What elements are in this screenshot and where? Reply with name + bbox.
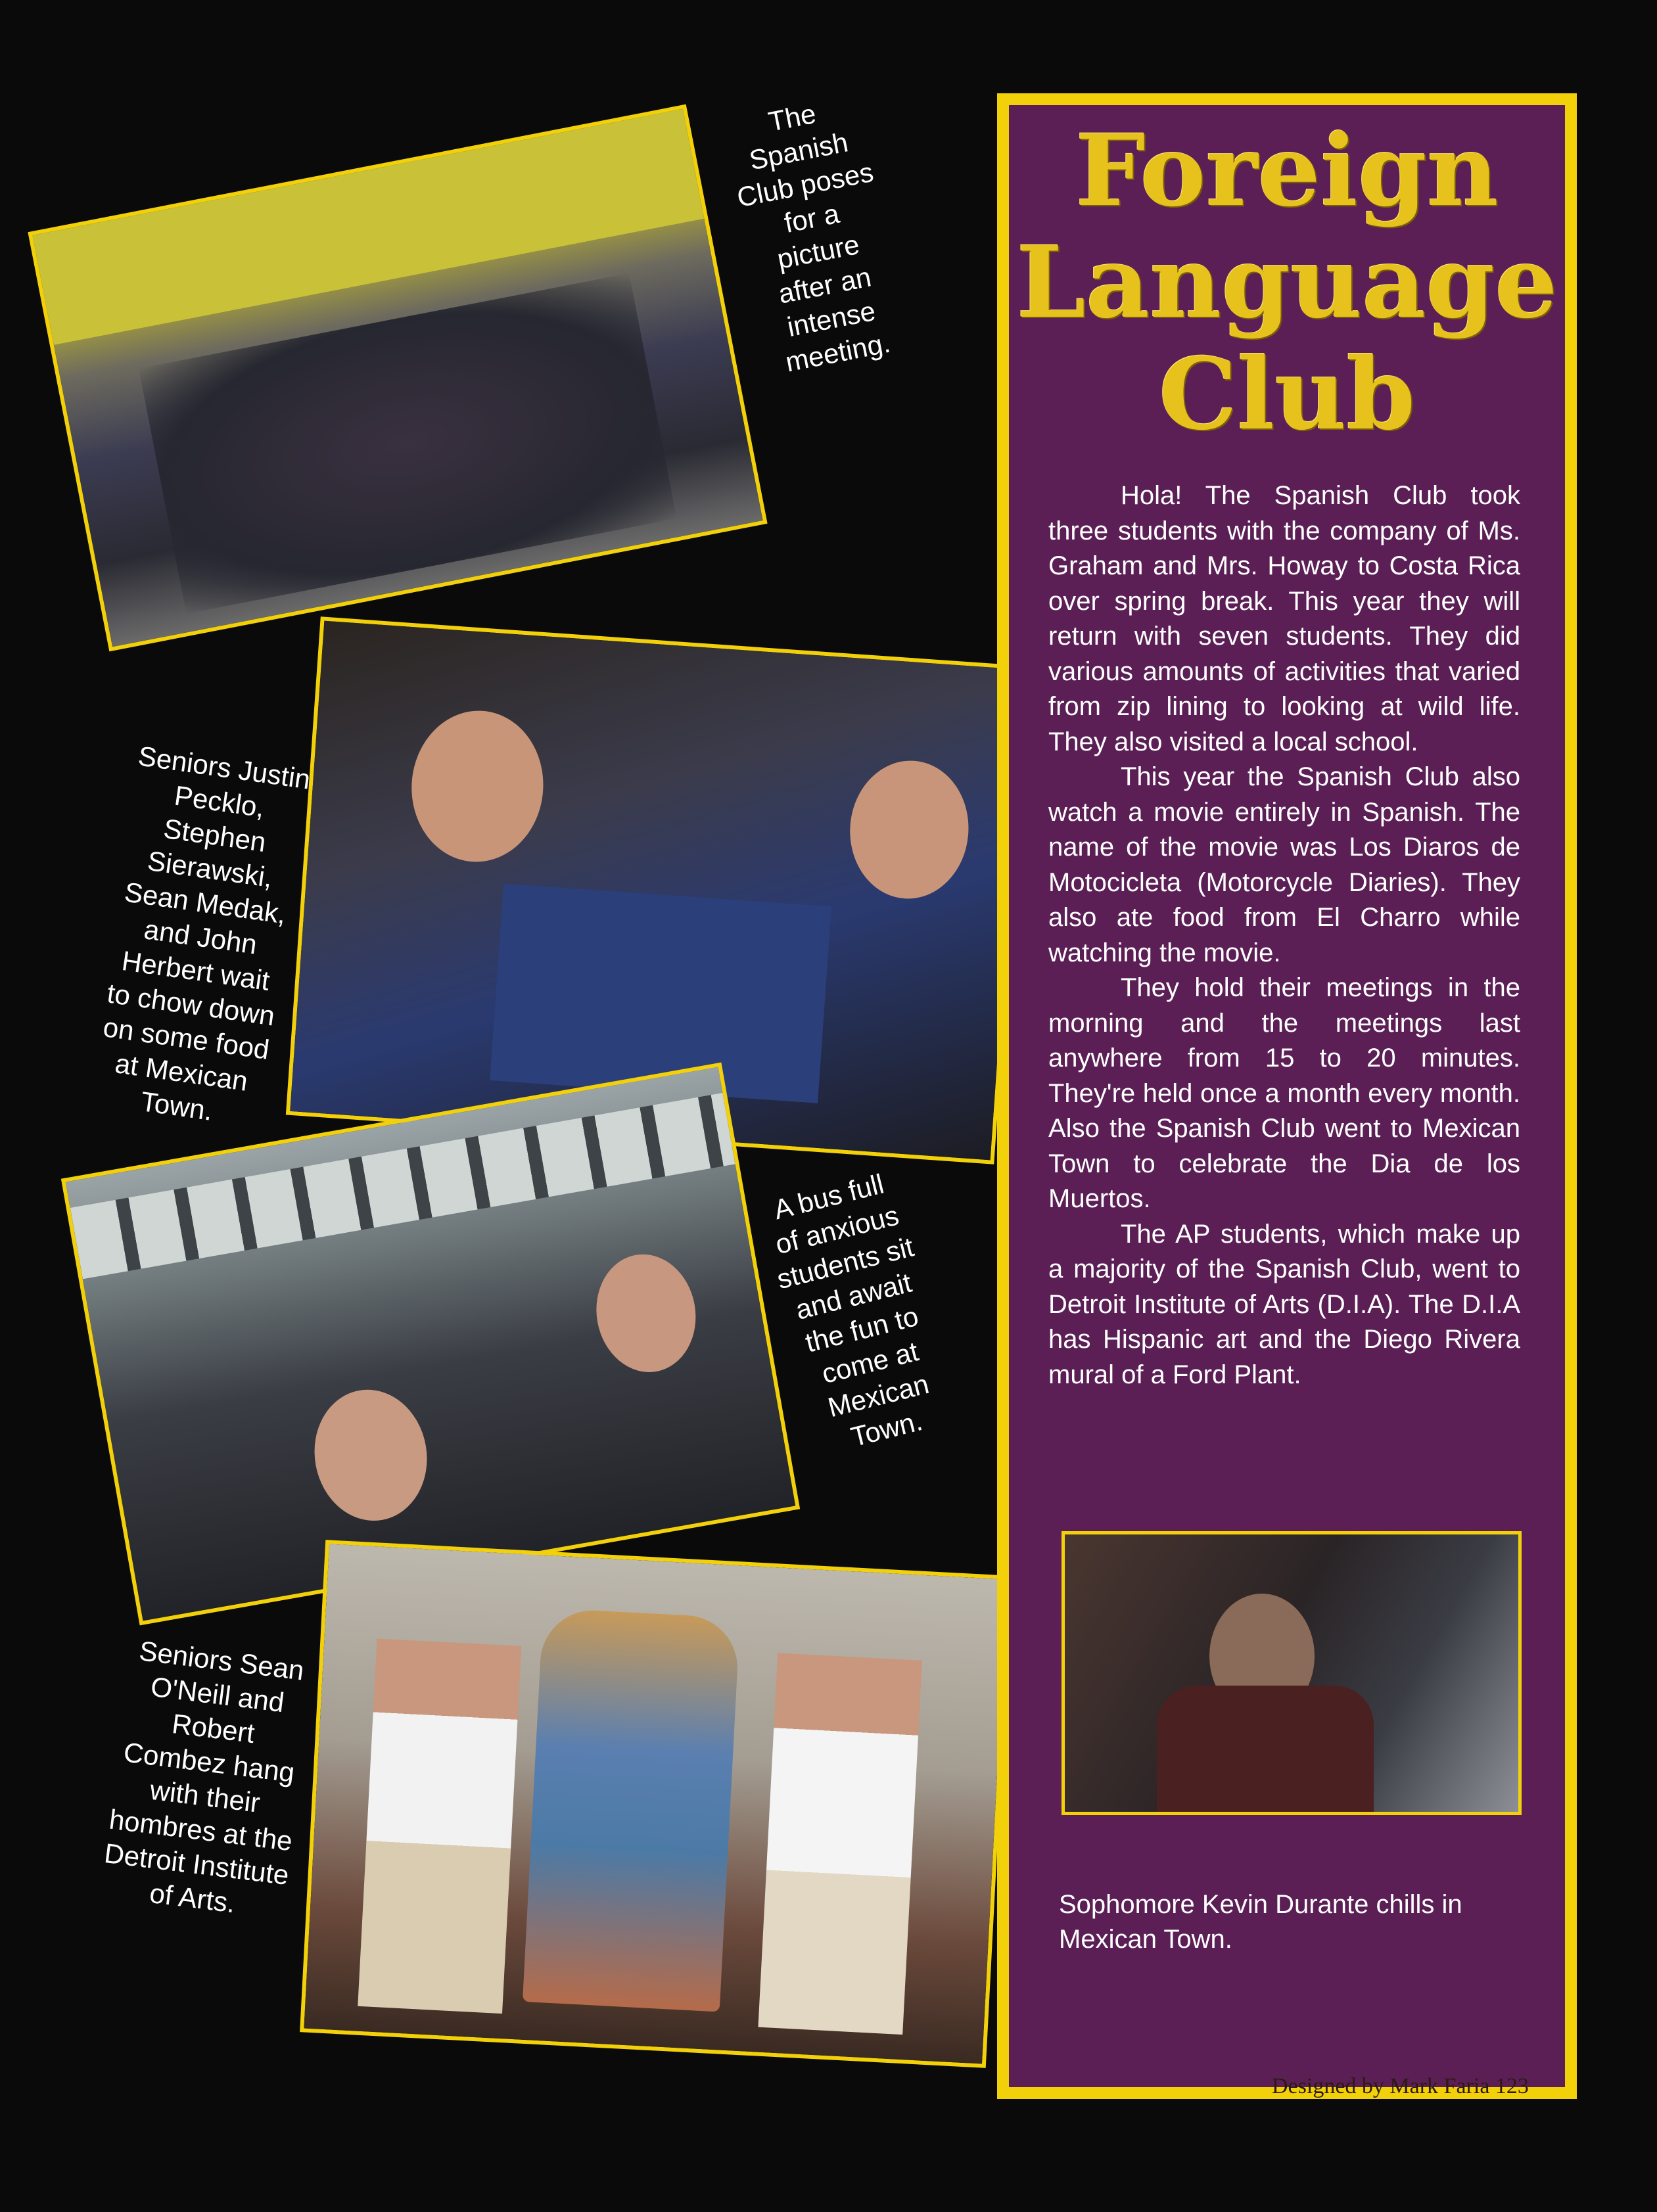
kevin-durante-photo — [1062, 1531, 1522, 1815]
spanish-club-caption: The Spanish Club poses for a picture after an intense meeting. — [734, 97, 893, 378]
title-line-2: Language — [1016, 225, 1558, 340]
article-panel — [997, 93, 1577, 2099]
article-body — [1048, 478, 1520, 1393]
article-paragraph: They hold their meetings in the morning and the meetings last anywhere from 15 to 20 minutes. They're held once a month every month. Also the Spanish Club went to Mexican Town to celebrate the Dia de los Muertos. — [1048, 973, 1520, 1213]
article-paragraph: Hola! The Spanish Club took three students with the company of Ms. Graham and Mrs. Howay to Costa Rica over spring break. This year they will return with seven students. They did various amounts of activities that varied from zip lining to looking at wild life. They also visited a local school. — [1048, 481, 1520, 756]
article-panel-inner — [1009, 105, 1565, 2087]
spanish-club-group-photo — [28, 104, 767, 652]
dia-caption: Seniors Sean O'Neill and Robert Combez hang with their hombres at the Detroit Institute of Arts. — [103, 1635, 306, 1919]
title-line-1: Foreign — [1075, 113, 1499, 229]
kevin-durante-caption: Sophomore Kevin Durante chills in Mexican Town. — [1059, 1890, 1462, 1954]
dia-photo — [300, 1540, 1012, 2068]
bus-photo — [61, 1063, 800, 1626]
bus-caption: A bus full of anxious students sit and await the fun to come at Mexican Town. — [770, 1168, 932, 1453]
article-paragraph: This year the Spanish Club also watch a movie entirely in Spanish. The name of the movie was Los Diaros de Motocicleta (Motorcycle Diaries). They also ate food from El Charro while watching the movie. — [1048, 762, 1520, 967]
designer-credit: Designed by Mark Faria 123 — [1272, 2074, 1529, 2098]
title-line-3: Club — [1158, 336, 1416, 452]
seniors-food-caption: Seniors Justin Pecklo, Stephen Sierawski, Sean Medak, and John Herbert wait to chow down on some food at Mexican Town. — [101, 740, 313, 1126]
article-paragraph: The AP students, which make up a majority of the Spanish Club, went to Detroit Institute of Arts (D.I.A). The D.I.A has Hispanic art and the Diego Rivera mural of a Ford Plant. — [1048, 1219, 1520, 1389]
